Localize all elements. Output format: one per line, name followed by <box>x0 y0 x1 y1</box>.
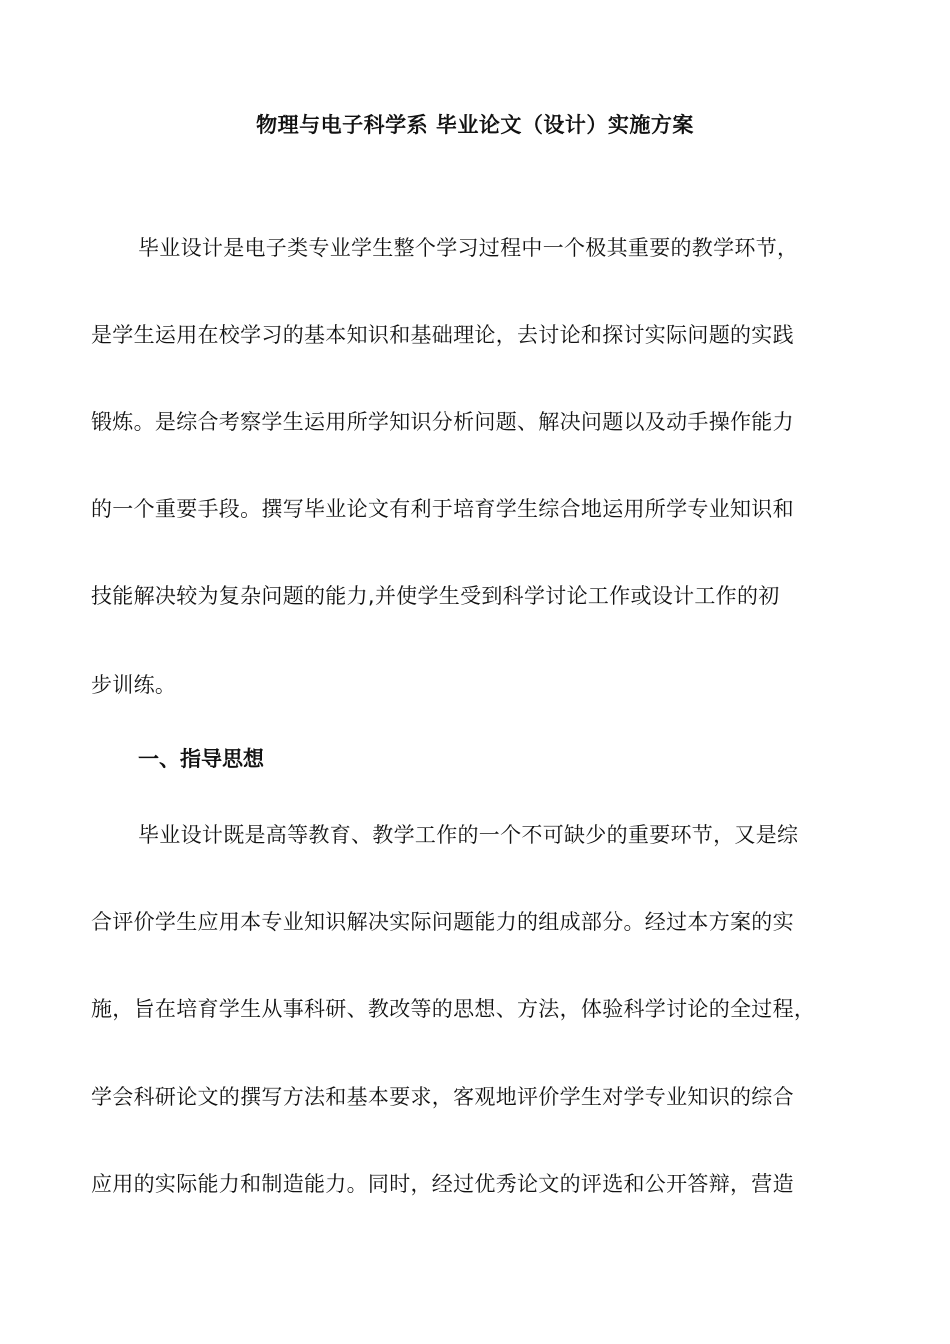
intro-line-5: 技能解决较为复杂问题的能力,并使学生受到科学讨论工作或设计工作的初 <box>91 584 780 608</box>
intro-line-6: 步训练。 <box>91 673 177 697</box>
section1-line-4: 学会科研论文的撰写方法和基本要求，客观地评价学生对学专业知识的综合 <box>91 1085 794 1109</box>
intro-line-4: 的一个重要手段。撰写毕业论文有利于培育学生综合地运用所学专业知识和 <box>91 497 794 521</box>
intro-line-2: 是学生运用在校学习的基本知识和基础理论，去讨论和探讨实际问题的实践 <box>91 323 794 347</box>
document-title: 物理与电子科学系 毕业论文（设计）实施方案 <box>256 113 694 137</box>
section-heading-guiding-idea: 一、指导思想 <box>138 747 264 771</box>
section1-line-2: 合评价学生应用本专业知识解决实际问题能力的组成部分。经过本方案的实 <box>91 910 794 934</box>
section1-line-5: 应用的实际能力和制造能力。同时，经过优秀论文的评选和公开答辩，营造 <box>91 1172 794 1196</box>
intro-line-3: 锻炼。是综合考察学生运用所学知识分析问题、解决问题以及动手操作能力 <box>91 410 794 434</box>
section1-line-3: 施，旨在培育学生从事科研、教改等的思想、方法，体验科学讨论的全过程， <box>91 997 816 1021</box>
intro-line-1: 毕业设计是电子类专业学生整个学习过程中一个极其重要的教学环节， <box>138 236 799 260</box>
section1-line-1: 毕业设计既是高等教育、教学工作的一个不可缺少的重要环节，又是综 <box>138 823 799 847</box>
